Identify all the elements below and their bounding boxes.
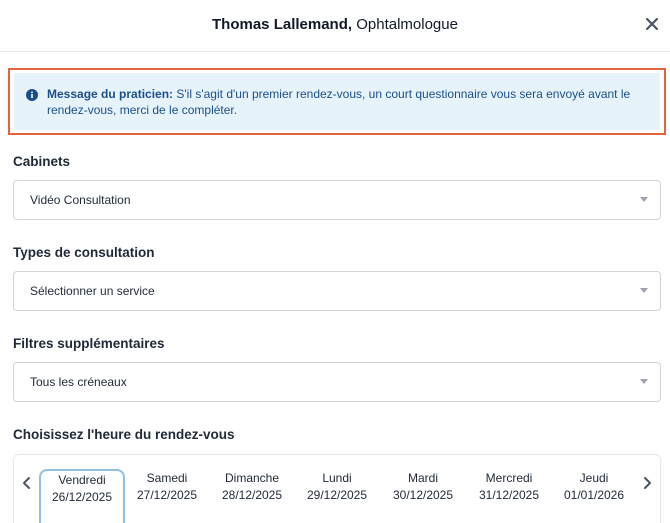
day-name: Samedi [146,471,188,485]
day-date: 26/12/2025 [51,490,113,504]
chevron-right-icon[interactable] [640,475,654,491]
types-select[interactable] [13,271,661,311]
chevron-down-icon [640,197,648,202]
day-column[interactable] [294,469,380,523]
day-date: 01/01/2026 [563,488,625,502]
day-name: Mercredi [485,471,533,485]
chevron-left-icon[interactable] [20,475,34,491]
cabinets-select[interactable] [13,180,661,220]
chevron-down-icon [640,379,648,384]
day-column[interactable] [551,469,637,523]
modal-header [0,0,670,52]
types-label: Types de consultation [13,245,155,260]
close-icon[interactable] [642,14,662,34]
cabinets-select-value: Vidéo Consultation [30,193,131,207]
calendar-label: Choisissez l'heure du rendez-vous [13,427,235,442]
day-column[interactable] [466,469,552,523]
practitioner-message-content: S'il s'agit d'un premier rendez-vous, un court questionnaire vous sera envoyé avant le rendez-vous, merci de le compléter. [47,87,631,117]
day-date: 28/12/2025 [221,488,283,502]
practitioner-message-title: Message du praticien: [47,87,174,101]
types-select-value: Sélectionner un service [30,284,155,298]
day-column[interactable] [209,469,295,523]
info-icon [26,89,38,101]
day-name: Vendredi [58,473,106,487]
doctor-name: Thomas Lallemand, [212,16,353,33]
day-name: Mardi [407,471,438,485]
day-column[interactable] [124,469,210,523]
cabinets-label: Cabinets [13,154,71,169]
filtres-select[interactable] [13,362,661,402]
chevron-down-icon [640,288,648,293]
practitioner-message [8,68,666,135]
day-date: 30/12/2025 [392,488,454,502]
day-date: 27/12/2025 [136,488,198,502]
day-date: 29/12/2025 [306,488,368,502]
calendar [13,454,661,523]
practitioner-message-body [14,73,660,130]
day-name: Dimanche [224,471,280,485]
day-column[interactable] [380,469,466,523]
day-name: Lundi [322,471,352,485]
day-name: Jeudi [579,471,609,485]
practitioner-message-text [47,86,646,130]
day-date: 31/12/2025 [478,488,540,502]
doctor-specialty: Ophtalmologue [352,16,458,33]
filtres-select-value: Tous les créneaux [30,375,127,389]
page-title [0,16,670,33]
day-column[interactable] [39,469,125,523]
filtres-label: Filtres supplémentaires [13,336,165,351]
